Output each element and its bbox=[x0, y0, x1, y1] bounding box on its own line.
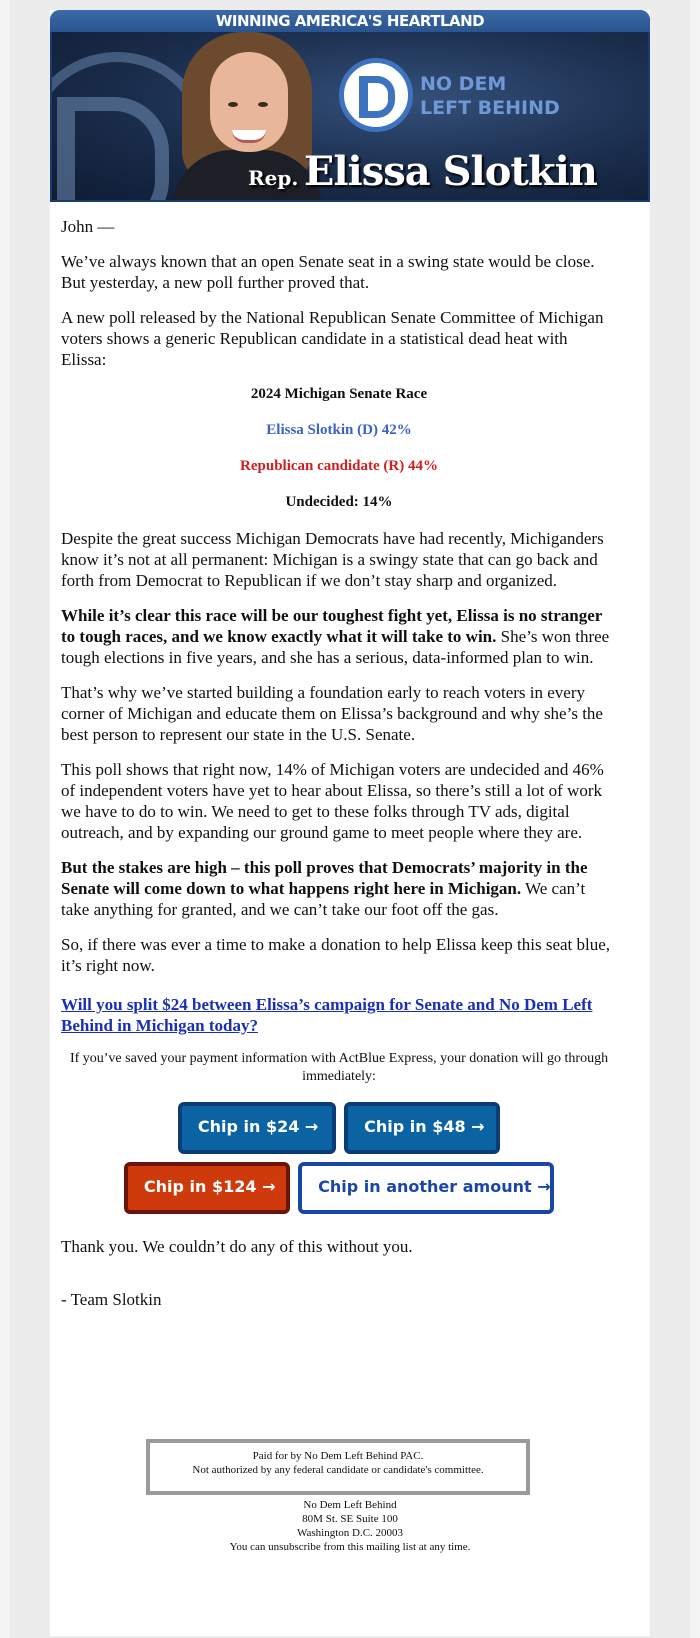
banner-tagline: WINNING AMERICA'S HEARTLAND bbox=[50, 10, 650, 32]
paragraph-8: So, if there was ever a time to make a donation to help Elissa keep this seat blue, it’s right now. bbox=[61, 935, 611, 975]
chip-in-other-button[interactable]: Chip in another amount → bbox=[298, 1162, 554, 1214]
city-address: Washington D.C. 20003 bbox=[296, 1527, 404, 1539]
chip-in-48-button[interactable]: Chip in $48 → bbox=[344, 1102, 500, 1154]
paid-for-box bbox=[146, 1439, 530, 1495]
poll-title: 2024 Michigan Senate Race bbox=[250, 386, 428, 402]
poll-rep-result: Republican candidate (R) 44% bbox=[240, 458, 438, 474]
paid-for-text: Paid for by No Dem Left Behind PAC. bbox=[252, 1450, 424, 1462]
name-full: Elissa Slotkin bbox=[303, 148, 597, 195]
paragraph-6: This poll shows that right now, 14% of Michigan voters are undecided and 46% of independent voters have yet to hear about Elissa, so there’s still a lot of work we have to do to win. We need to get to these folks through TV ads, digital outreach, and by expanding our ground game to meet people where they are. bbox=[61, 760, 604, 842]
poll-undecided: Undecided: 14% bbox=[285, 494, 393, 510]
logo-line-2: LEFT BEHIND bbox=[420, 97, 560, 119]
email-page bbox=[10, 0, 690, 1638]
paragraph-7-bold: But the stakes are high – this poll proves that Democrats’ majority in the Senate will come down to what happens right here in Michigan. bbox=[61, 858, 588, 898]
cta-paragraph bbox=[61, 994, 617, 1036]
signoff: - Team Slotkin bbox=[61, 1290, 162, 1309]
paragraph-4-bold: While it’s clear this race will be our toughest fight yet, Elissa is no stranger to tough races, and we know exactly what it will take to win. bbox=[61, 606, 602, 646]
paragraph-1: We’ve always known that an open Senate seat in a swing state would be close. But yesterday, a new poll further proved that. bbox=[61, 252, 595, 292]
email-body bbox=[61, 204, 617, 1324]
no-dem-left-behind-logo-icon bbox=[339, 58, 413, 132]
mailing-address bbox=[50, 1498, 650, 1554]
org-logo-text bbox=[420, 72, 560, 120]
donate-link[interactable]: Will you split $24 between Elissa’s campaign for Senate and No Dem Left Behind in Michigan today? bbox=[61, 995, 593, 1035]
disclaimer-text: Not authorized by any federal candidate or candidate's committee. bbox=[192, 1464, 484, 1476]
paragraph-5: That’s why we’ve started building a foundation early to reach voters in every corner of Michigan and educate them on Elissa’s background and why she’s the best person to represent our state in the U.S. Senate. bbox=[61, 683, 603, 744]
paragraph-3: Despite the great success Michigan Democrats have had recently, Michiganders know it’s not at all permanent: Michigan is a swingy state that can go back and forth from Democrat to Republican if we don’t stay sharp and organized. bbox=[61, 529, 604, 590]
email-card bbox=[50, 10, 650, 1636]
paragraph-7-rest: We can’t take anything for granted, and we can’t take our foot off the gas. bbox=[61, 879, 586, 919]
unsubscribe-text: You can unsubscribe from this mailing list at any time. bbox=[229, 1541, 471, 1553]
actblue-note: If you’ve saved your payment information with ActBlue Express, your donation will go through immediately: bbox=[69, 1051, 609, 1084]
logo-line-1: NO DEM bbox=[420, 73, 507, 95]
paragraph-4 bbox=[61, 605, 617, 668]
greeting: John — bbox=[61, 217, 115, 236]
banner-image bbox=[52, 32, 648, 200]
candidate-name bbox=[248, 148, 597, 195]
chip-in-124-button[interactable]: Chip in $124 → bbox=[124, 1162, 290, 1214]
poll-dem-result: Elissa Slotkin (D) 42% bbox=[266, 422, 412, 438]
street-address: 80M St. SE Suite 100 bbox=[302, 1513, 398, 1525]
name-prefix: Rep. bbox=[248, 166, 299, 190]
chip-in-24-button[interactable]: Chip in $24 → bbox=[178, 1102, 336, 1154]
header-banner bbox=[50, 10, 650, 202]
paragraph-4-rest: She’s won three tough elections in five years, and she has a serious, data-informed plan to win. bbox=[61, 627, 610, 667]
thanks: Thank you. We couldn’t do any of this without you. bbox=[61, 1237, 413, 1256]
org-name: No Dem Left Behind bbox=[303, 1499, 397, 1511]
paragraph-2: A new poll released by the National Republican Senate Committee of Michigan voters shows a generic Republican candidate in a statistical dead heat with Elissa: bbox=[61, 308, 604, 369]
button-row-1 bbox=[61, 1102, 617, 1154]
button-row-2 bbox=[61, 1162, 617, 1214]
paragraph-7 bbox=[61, 857, 617, 920]
